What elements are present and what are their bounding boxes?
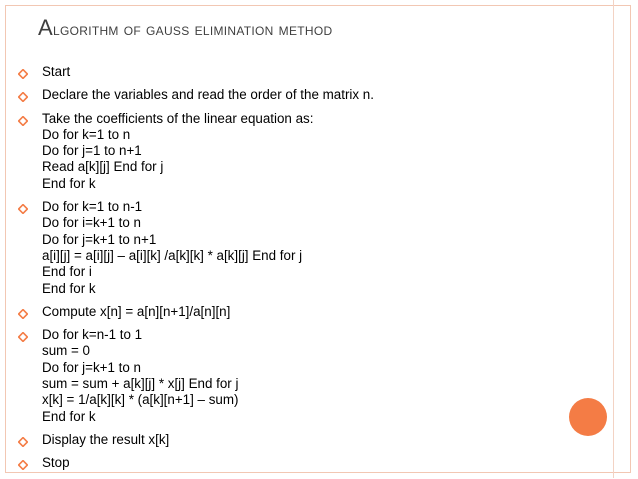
bullet-line: Take the coefficients of the linear equation as:: [42, 110, 314, 126]
bullet-line: Do for k=1 to n-1: [42, 199, 143, 215]
bullet-line: sum = sum + a[k][j] * x[j] End for j: [42, 376, 239, 392]
bullet-line: Do for j=k+1 to n: [42, 359, 141, 375]
bullet-line: Do for k=1 to n: [42, 126, 131, 142]
bullet-line: End for k: [42, 175, 96, 191]
bullet-item: [18, 111, 606, 192]
bullet-line: Do for j=1 to n+1: [42, 143, 142, 159]
hollow-diamond-icon: [18, 114, 28, 124]
slide-title: [38, 14, 332, 44]
bullet-line: x[k] = 1/a[k][k] * (a[k][n+1] – sum): [42, 392, 239, 408]
slide-title-rest: lgorithm of gauss elimination method: [52, 20, 333, 39]
hollow-diamond-icon: [18, 67, 28, 77]
bullet-line: Read a[k][j] End for j: [42, 159, 164, 175]
bullet-list: [18, 64, 606, 479]
bullet-item: [18, 87, 606, 103]
hollow-diamond-icon: [18, 90, 28, 100]
right-accent-line: [613, 0, 614, 478]
slide-title-first-letter: A: [38, 15, 53, 40]
bullet-line: Do for j=k+1 to n+1: [42, 231, 157, 247]
bullet-line: Compute x[n] = a[n][n+1]/a[n][n]: [42, 303, 231, 319]
bullet-line: End for k: [42, 280, 96, 296]
bullet-item: [18, 64, 606, 80]
bullet-line: Do for i=k+1 to n: [42, 215, 141, 231]
bullet-item: [18, 327, 606, 425]
hollow-diamond-icon: [18, 435, 28, 445]
bullet-item: [18, 455, 606, 471]
bullet-line: a[i][j] = a[i][j] – a[i][k] /a[k][k] * a[k][j] End for j: [42, 247, 303, 263]
bullet-line: Start: [42, 64, 71, 79]
bullet-item: [18, 199, 606, 297]
bullet-line: Do for k=n-1 to 1: [42, 327, 143, 343]
hollow-diamond-icon: [18, 307, 28, 317]
hollow-diamond-icon: [18, 458, 28, 468]
hollow-diamond-icon: [18, 330, 28, 340]
bullet-line: End for k: [42, 408, 96, 424]
bullet-item: [18, 432, 606, 448]
bullet-line: End for i: [42, 264, 92, 280]
hollow-diamond-icon: [18, 202, 28, 212]
bullet-line: Declare the variables and read the order of the matrix n.: [42, 87, 374, 103]
bullet-item: [18, 304, 606, 320]
bullet-line: Stop: [42, 455, 70, 471]
bullet-line: sum = 0: [42, 343, 91, 359]
bullet-line: Display the result x[k]: [42, 431, 170, 447]
